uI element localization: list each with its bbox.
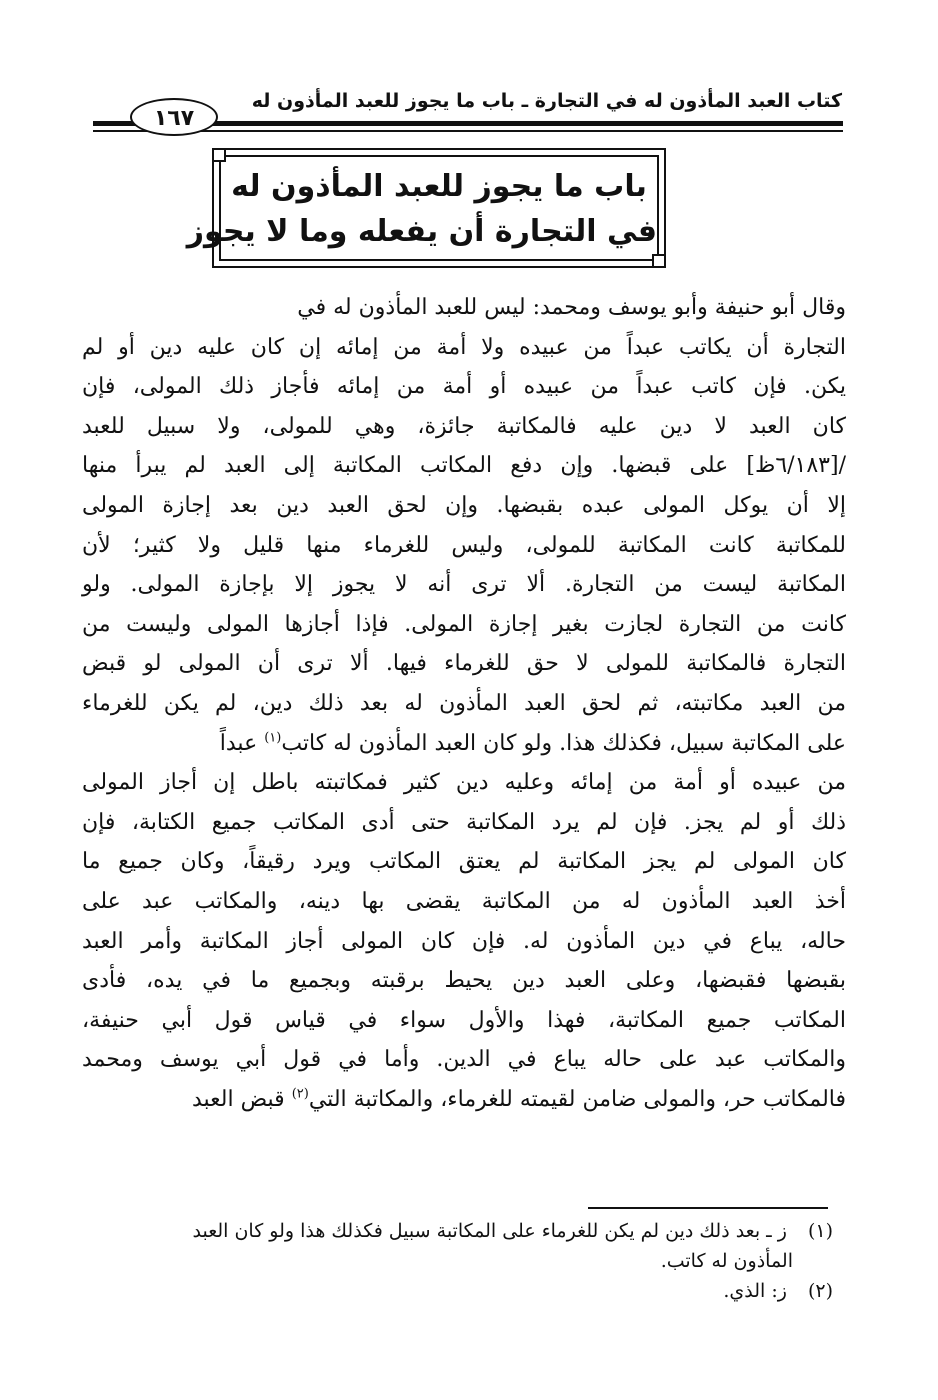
body-line-segment: قبض العبد xyxy=(191,1086,292,1112)
body-line: /[٦/١٨٣ظ] على قبضها. وإن دفع المكاتب المكاتبة إلى العبد لم يبرأ منها xyxy=(82,453,846,479)
body-line: والمكاتب عبد على حاله يباع في الدين. وأما في قول أبي يوسف ومحمد xyxy=(82,1047,846,1073)
footnote-2 xyxy=(95,1276,833,1306)
body-line: حاله، يباع في دين المأذون له. فإن كان المولى أجاز المكاتبة وأمر العبد xyxy=(82,928,846,954)
body-line: بقبضها فقبضها، وعلى العبد دين يحيط برقبته وبجميع ما في يده، فأدى xyxy=(82,968,846,994)
chapter-title-line-1: باب ما يجوز للعبد المأذون له xyxy=(231,169,647,204)
body-line-with-footnote-ref xyxy=(82,724,846,764)
footnotes xyxy=(95,1216,833,1306)
body-line: التجارة فالمكاتبة للمولى لا حق للغرماء فيها. ألا ترى أن المولى لو قبض xyxy=(82,651,846,677)
footnote-separator xyxy=(588,1207,828,1209)
running-header: كتاب العبد المأذون له في التجارة ـ باب ما يجوز للعبد المأذون له xyxy=(251,90,842,112)
chapter-title-line-2: في التجارة أن يفعله وما لا يجوز xyxy=(186,214,657,249)
body-line: المكاتب جميع المكاتبة، فهذا والأول سواء في قياس قول أبي حنيفة، xyxy=(82,1007,846,1033)
body-line: من عبيده أو أمة من إمائه وعليه دين كثير فمكاتبته باطل إن أجاز المولى xyxy=(82,770,846,796)
chapter-title-inner-frame xyxy=(186,155,659,261)
body-line-segment: على المكاتبة سبيل، فكذلك هذا. ولو كان العبد المأذون له كاتب xyxy=(281,730,846,756)
footnote-number: (١) xyxy=(807,1220,833,1242)
chapter-title-frame xyxy=(186,148,666,268)
body-line: كانت من التجارة لجازت بغير إجازة المولى. فإذا أجازها المولى وليست من xyxy=(82,611,846,637)
body-line: المكاتبة ليست من التجارة. ألا ترى أنه لا يجوز إلا بإجازة المولى. ولو xyxy=(82,572,846,598)
body-line-segment: فالمكاتب حر، والمولى ضامن لقيمته للغرماء، والمكاتبة التي xyxy=(308,1086,846,1112)
body-line: التجارة أن يكاتب عبداً من عبيده ولا أمة من إمائه إن كان عليه دين أو لم xyxy=(82,334,846,360)
footnote-ref-1[interactable]: (١) xyxy=(264,730,282,746)
body-line: من العبد مكاتبته، ثم لحق العبد المأذون له بعد ذلك دين، لم يكن للغرماء xyxy=(82,690,846,716)
body-line-segment: عبداً xyxy=(219,730,265,756)
body-line: أخذ العبد المأذون له من المكاتبة يقضى بها دينه، والمكاتب عبد على xyxy=(82,888,846,914)
footnote-1 xyxy=(95,1216,833,1246)
footnote-1-continued: المأذون له كاتب. xyxy=(660,1250,793,1272)
footnote-text: ز ـ بعد ذلك دين لم يكن للغرماء على المكاتبة سبيل فكذلك هذا ولو كان العبد xyxy=(192,1220,787,1242)
page-number: ١٦٧ xyxy=(130,98,218,136)
body-line: ذلك أو لم يجز. فإن لم يرد المكاتبة حتى أدى المكاتب جميع الكتابة، فإن xyxy=(82,809,846,835)
body-line: كان العبد لا دين عليه فالمكاتبة جائزة، وهي للمولى، ولا سبيل للعبد xyxy=(82,413,846,439)
body-line: كان المولى لم يجز المكاتبة لم يعتق المكاتب ويرد رقيقاً، وكان جميع ما xyxy=(82,849,846,875)
body-line: إلا أن يوكل المولى عبده بقبضها. وإن لحق العبد دين بعد إجازة المولى xyxy=(82,492,846,518)
body-text xyxy=(82,288,846,1119)
footnote-number: (٢) xyxy=(807,1280,833,1302)
body-line-with-footnote-ref xyxy=(82,1080,846,1120)
body-line: للمكاتبة كانت المكاتبة للمولى، وليس للغرماء منها قليل ولا كثير؛ لأن xyxy=(82,532,846,558)
footnote-ref-2[interactable]: (٢) xyxy=(291,1086,309,1102)
body-line: وقال أبو حنيفة وأبو يوسف ومحمد: ليس للعبد المأذون له في xyxy=(297,295,846,320)
footnote-text: ز: الذي. xyxy=(723,1280,787,1302)
body-line: يكن. فإن كاتب عبداً من عبيده أو أمة من إمائه فأجاز ذلك المولى، فإن xyxy=(82,374,846,400)
